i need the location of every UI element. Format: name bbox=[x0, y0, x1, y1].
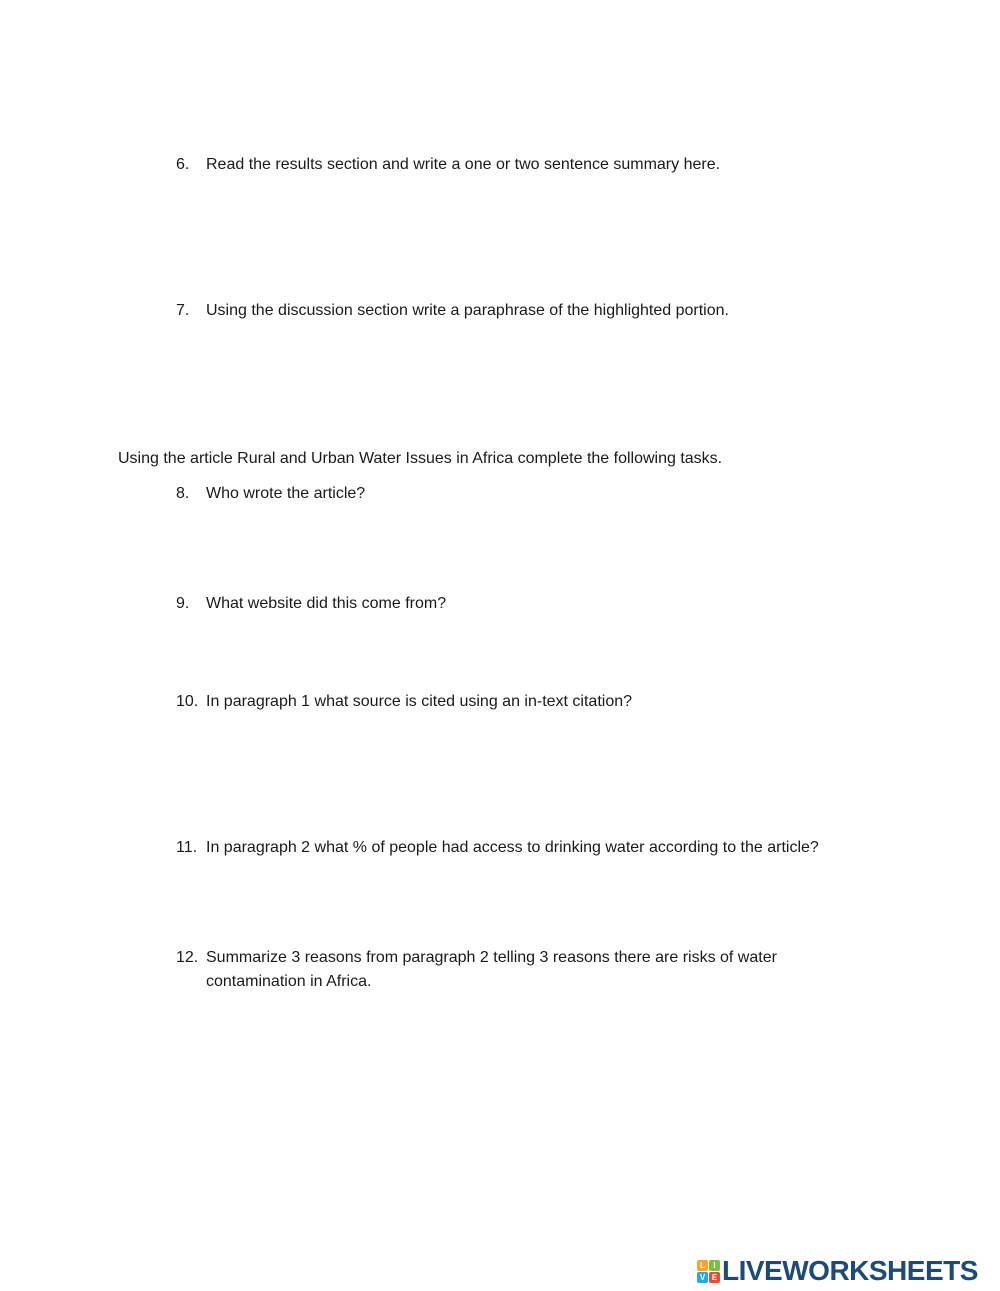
question-text: Summarize 3 reasons from paragraph 2 telling 3 reasons there are risks of water contamination in Africa. bbox=[206, 949, 777, 990]
question-number: 11. bbox=[176, 839, 198, 856]
question-6 bbox=[176, 153, 856, 177]
question-8 bbox=[176, 482, 856, 506]
logo-letter-l: L bbox=[697, 1260, 708, 1271]
logo-letter-i: I bbox=[709, 1260, 720, 1271]
section-instructions: Using the article Rural and Urban Water Issues in Africa complete the following tasks. bbox=[118, 450, 723, 467]
logo-letter-v: V bbox=[697, 1272, 708, 1283]
brand-name: LIVEWORKSHEETS bbox=[722, 1255, 978, 1286]
liveworksheets-logo bbox=[697, 1256, 978, 1286]
question-7 bbox=[176, 299, 856, 323]
question-10 bbox=[176, 690, 856, 714]
question-12 bbox=[176, 946, 796, 994]
logo-mark-icon bbox=[697, 1260, 720, 1283]
question-number: 6. bbox=[176, 156, 190, 173]
question-text: In paragraph 1 what source is cited using an in-text citation? bbox=[206, 693, 633, 710]
question-9 bbox=[176, 592, 856, 616]
question-text: In paragraph 2 what % of people had access to drinking water according to the article? bbox=[206, 839, 819, 856]
question-text: Read the results section and write a one or two sentence summary here. bbox=[206, 156, 721, 173]
question-text: Who wrote the article? bbox=[206, 485, 366, 502]
question-number: 10. bbox=[176, 693, 199, 710]
question-number: 12. bbox=[176, 949, 199, 966]
question-number: 8. bbox=[176, 485, 190, 502]
question-text: What website did this come from? bbox=[206, 595, 447, 612]
question-number: 9. bbox=[176, 595, 190, 612]
logo-letter-e: E bbox=[709, 1272, 720, 1283]
question-11 bbox=[176, 836, 856, 860]
question-text: Using the discussion section write a paraphrase of the highlighted portion. bbox=[206, 302, 729, 319]
question-number: 7. bbox=[176, 302, 190, 319]
